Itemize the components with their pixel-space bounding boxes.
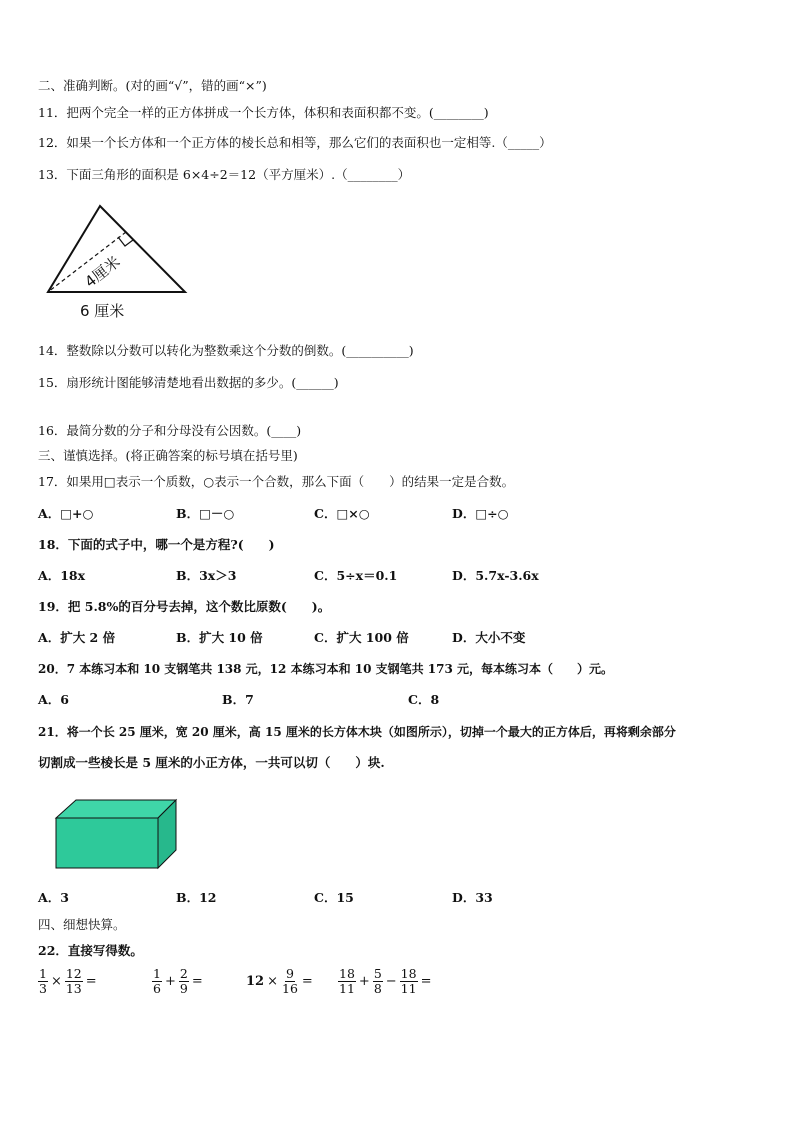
question-13: 13．下面三角形的面积是 6×4÷2＝12（平方厘米）.（________） bbox=[38, 167, 411, 182]
section2-heading: 二、准确判断。(对的画“√”，错的画“×”) bbox=[38, 78, 267, 93]
q18-option-a: A．18x bbox=[38, 568, 86, 583]
q21-option-a: A．3 bbox=[38, 890, 69, 905]
q18-option-c: C．5÷x＝0.1 bbox=[314, 568, 398, 583]
q21-option-d: D．33 bbox=[452, 890, 493, 905]
fraction: $\frac{12}{13}$ bbox=[65, 966, 82, 996]
question-14: 14．整数除以分数可以转化为整数乘这个分数的倒数。(__________) bbox=[38, 343, 414, 358]
cuboid-front-face bbox=[56, 818, 158, 868]
fraction: $\frac{9}{16}$ bbox=[282, 966, 298, 996]
fraction: $\frac{1}{3}$ bbox=[39, 966, 47, 996]
calc-expression-2 bbox=[152, 967, 204, 996]
q19-option-c: C．扩大 100 倍 bbox=[314, 630, 409, 645]
q21-option-c: C．15 bbox=[314, 890, 354, 905]
q19-option-b: B．扩大 10 倍 bbox=[176, 630, 263, 645]
q17-option-d: D．□÷○ bbox=[452, 506, 509, 521]
fraction: $\frac{18}{11}$ bbox=[339, 966, 355, 996]
base-label: 6 厘米 bbox=[80, 302, 125, 320]
integer: 12 bbox=[246, 974, 265, 989]
q19-option-a: A．扩大 2 倍 bbox=[38, 630, 116, 645]
question-18: 18．下面的式子中，哪一个是方程?( ) bbox=[38, 537, 275, 552]
q17-option-b: B．□－○ bbox=[176, 506, 235, 521]
question-19: 19．把 5.8%的百分号去掉，这个数比原数( )。 bbox=[38, 599, 331, 614]
cuboid-top-face bbox=[56, 800, 176, 818]
equals-sign: = bbox=[85, 974, 97, 989]
equals-sign: = bbox=[191, 974, 203, 989]
operator: + bbox=[164, 974, 176, 989]
equals-sign: = bbox=[420, 974, 432, 989]
section4-heading: 四、细想快算。 bbox=[38, 917, 126, 932]
question-11: 11．把两个完全一样的正方体拼成一个长方体，体积和表面积都不变。(________) bbox=[38, 105, 489, 120]
fraction: $\frac{18}{11}$ bbox=[400, 966, 417, 996]
operator: × bbox=[50, 974, 62, 989]
section3-heading: 三、谨慎选择。(将正确答案的标号填在括号里) bbox=[38, 448, 298, 463]
calc-expression-1 bbox=[38, 967, 98, 996]
q20-option-a: A．6 bbox=[38, 692, 69, 707]
operator: × bbox=[267, 974, 278, 989]
fraction: $\frac{2}{9}$ bbox=[179, 966, 188, 996]
question-15: 15．扇形统计图能够清楚地看出数据的多少。(______) bbox=[38, 375, 339, 390]
question-20: 20．7 本练习本和 10 支钢笔共 138 元，12 本练习本和 10 支钢笔共 173 元，每本练习本（ ）元。 bbox=[38, 662, 614, 676]
operator: + bbox=[358, 974, 370, 989]
q17-option-c: C．□×○ bbox=[314, 506, 370, 521]
cuboid-figure bbox=[54, 798, 178, 870]
triangle-outline bbox=[48, 206, 185, 292]
question-21-line2: 切割成一些棱长是 5 厘米的小正方体，一共可以切（ ）块. bbox=[38, 755, 385, 770]
question-12: 12．如果一个长方体和一个正方体的棱长总和相等，那么它们的表面积也一定相等.（_____） bbox=[38, 135, 552, 150]
equals-sign: = bbox=[301, 974, 313, 989]
calc-expression-4 bbox=[338, 967, 432, 996]
operator: − bbox=[385, 974, 397, 989]
question-16: 16．最简分数的分子和分母没有公因数。(____) bbox=[38, 423, 302, 438]
q21-option-b: B．12 bbox=[176, 890, 217, 905]
height-label: 4厘米 bbox=[81, 252, 124, 292]
q18-option-d: D．5.7x-3.6x bbox=[452, 568, 539, 583]
calc-expression-3 bbox=[246, 967, 314, 996]
fraction: $\frac{1}{6}$ bbox=[153, 966, 161, 996]
question-22: 22．直接写得数。 bbox=[38, 943, 143, 958]
question-17: 17．如果用□表示一个质数，○表示一个合数，那么下面（ ）的结果一定是合数。 bbox=[38, 474, 515, 489]
fraction: $\frac{5}{8}$ bbox=[373, 966, 382, 996]
q20-option-c: C．8 bbox=[408, 692, 440, 707]
q20-option-b: B．7 bbox=[222, 692, 254, 707]
q17-option-a: A．□+○ bbox=[38, 506, 94, 521]
question-21-line1: 21．将一个长 25 厘米，宽 20 厘米，高 15 厘米的长方体木块（如图所示），切掉一个最大的正方体后，再将剩余部分 bbox=[38, 725, 676, 739]
q18-option-b: B．3x＞3 bbox=[176, 568, 237, 583]
q19-option-d: D．大小不变 bbox=[452, 630, 526, 645]
triangle-figure bbox=[38, 200, 198, 324]
